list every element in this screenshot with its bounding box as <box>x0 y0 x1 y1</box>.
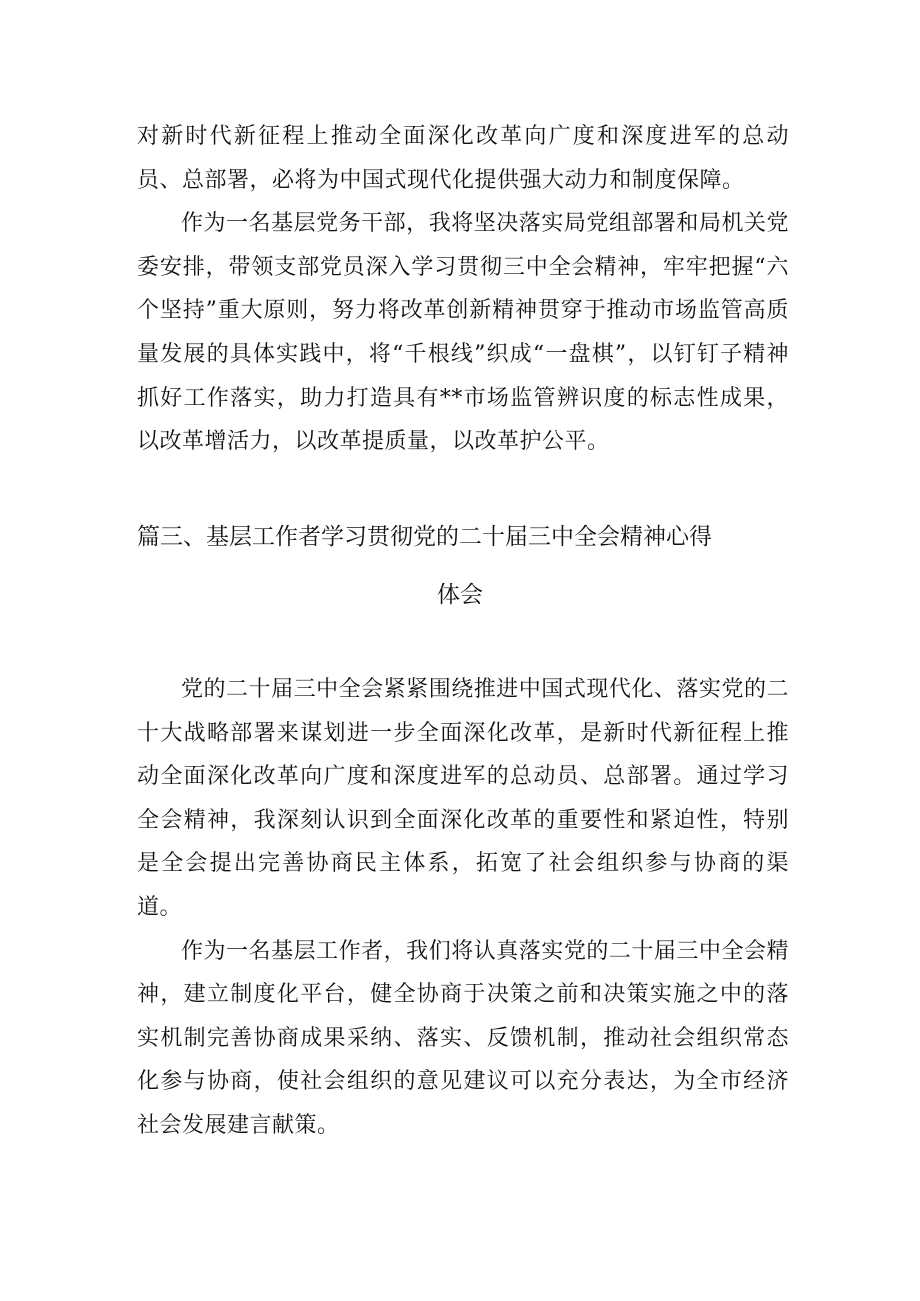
paragraph: 作为一名基层党务干部，我将坚决落实局党组部署和局机关党委安排，带领支部党员深入学习贯彻三中全会精神，牢牢把握“六个坚持”重大原则，努力将改革创新精神贯穿于推动市场监管高质量发展的具体实践中，将“千根线”织成“一盘棋”，以钉钉子精神抓好工作落实，助力打造具有**市场监管辨识度的标志性成果，以改革增活力，以改革提质量，以改革护公平。 <box>137 211 789 455</box>
section-3-heading-line-2: 体会 <box>437 582 483 608</box>
section-1-body <box>137 115 789 464</box>
paragraph: 作为一名基层工作者，我们将认真落实党的二十届三中全会精神，建立制度化平台，健全协商于决策之前和决策实施之中的落实机制完善协商成果采纳、落实、反馈机制，推动社会组织常态化参与协商，使社会组织的意见建议可以充分表达，为全市经济社会发展建言献策。 <box>137 938 789 1138</box>
section-3-body <box>137 668 789 1148</box>
paragraph: 党的二十届三中全会紧紧围绕推进中国式现代化、落实党的二十大战略部署来谋划进一步全面深化改革，是新时代新征程上推动全面深化改革向广度和深度进军的总动员、总部署。通过学习全会精神，我深刻认识到全面深化改革的重要性和紧迫性，特别是全会提出完善协商民主体系，拓宽了社会组织参与协商的渠道。 <box>137 677 789 920</box>
section-3-heading-line-1: 篇三、基层工作者学习贯彻党的二十届三中全会精神心得 <box>137 524 712 550</box>
paragraph-continuation: 对新时代新征程上推动全面深化改革向广度和深度进军的总动员、总部署，必将为中国式现代化提供强大动力和制度保障。 <box>137 124 789 193</box>
section-3-heading <box>137 518 789 618</box>
